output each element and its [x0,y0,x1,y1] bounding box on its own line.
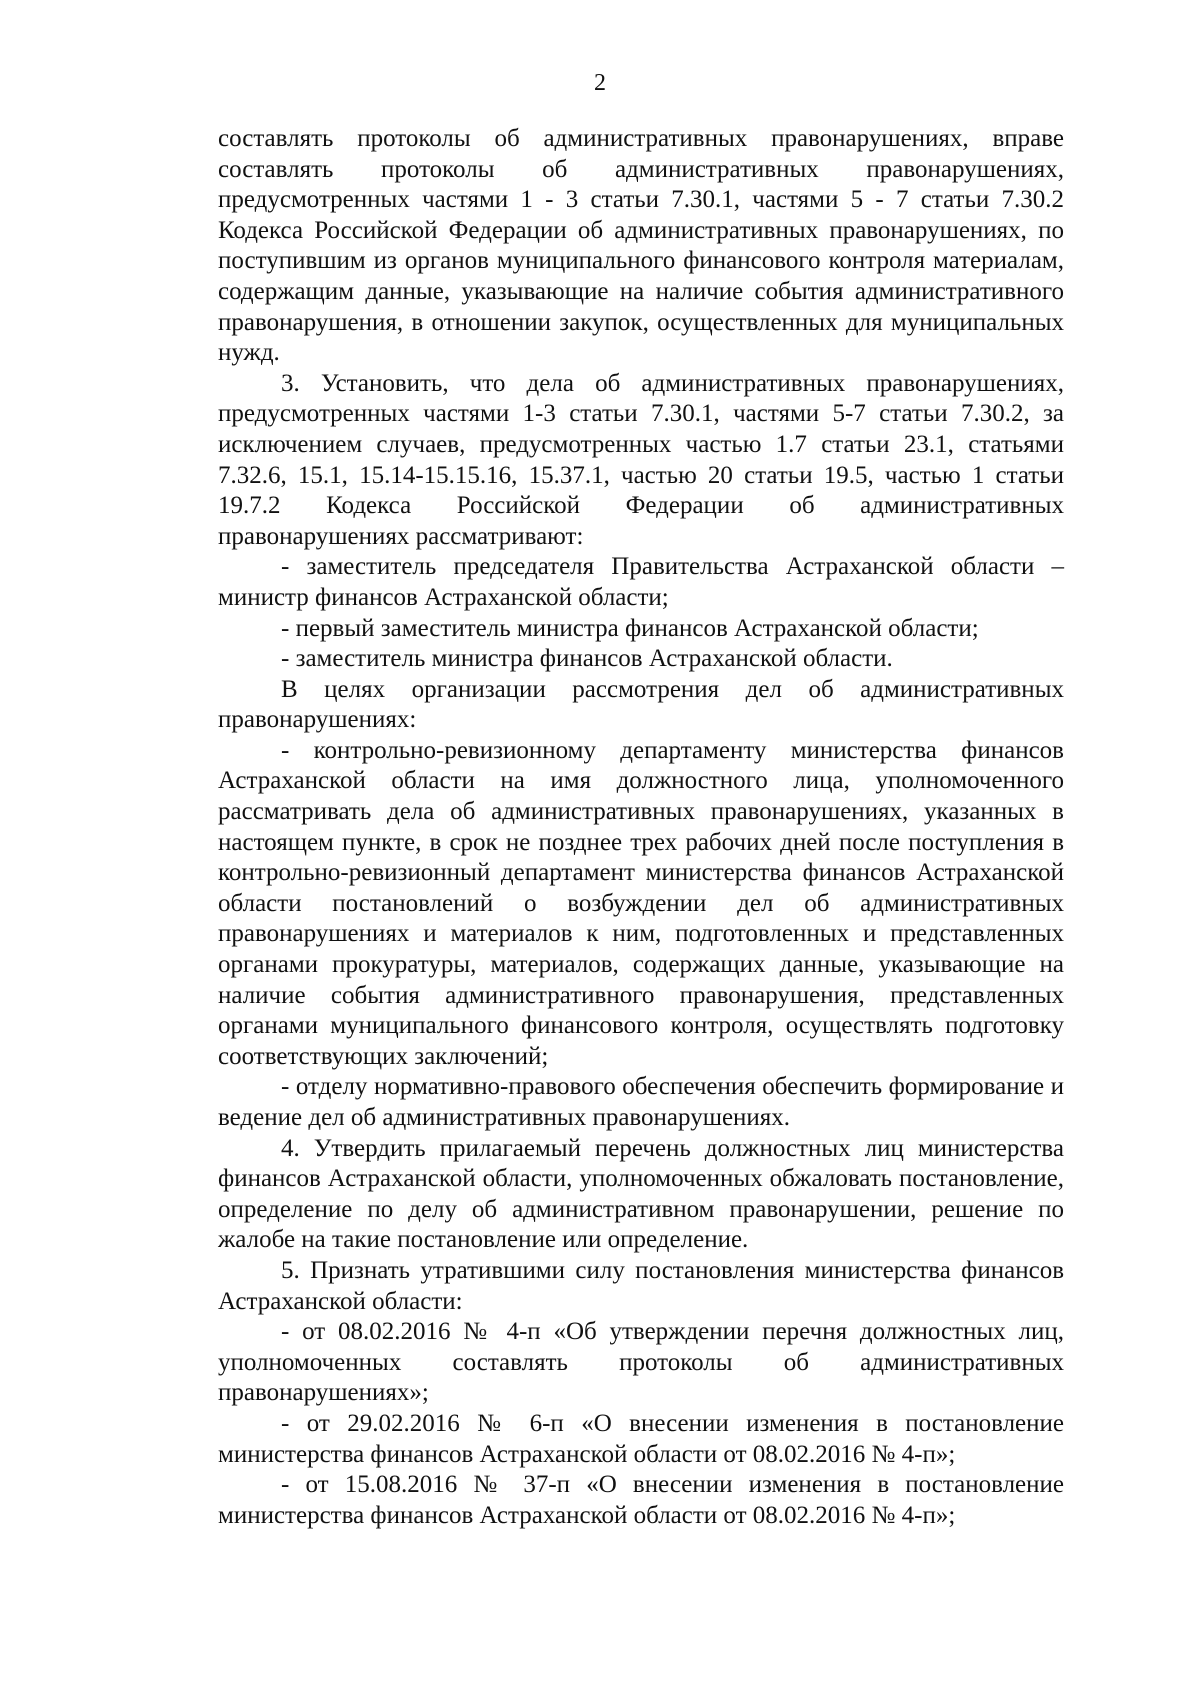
list-item-first-deputy: - первый заместитель министра финансов Астраханской области; [281,614,979,642]
list-item-legal-department: - отделу нормативно-правового обеспечения обеспечить формирование и ведение дел об административных правонарушениях. [218,1073,1064,1131]
paragraph-item-4: 4. Утвердить прилагаемый перечень должностных лиц министерства финансов Астраханской области, уполномоченных обжаловать постановление, определение по делу об административном правонарушении, решение по жалобе на такие постановление или определение. [218,1134,1064,1254]
list-item-repeal-4p: - от 08.02.2016 № 4-п «Об утверждении перечня должностных лиц, уполномоченных составлять протоколы об административных правонарушениях»; [218,1318,1064,1407]
paragraph-organization: В целях организации рассмотрения дел об административных правонарушениях: [218,675,1064,734]
paragraph-item-3: 3. Установить, что дела об административных правонарушениях, предусмотренных частями 1-3 статьи 7.30.1, частями 5-7 статьи 7.30.2, за исключением случаев, предусмотренных частью 1.7 статьи 23.1, статьями 7.32.6, 15.1, 15.14-15.15.16, 15.37.1, частью 20 статьи 19.5, частью 1 статьи 19.7.2 Кодекса Российской Федерации об административных правонарушениях рассматривают: [218,369,1064,550]
paragraph-item-5: 5. Признать утратившими силу постановления министерства финансов Астраханской области: [218,1256,1064,1315]
page-number: 2 [594,70,606,96]
paragraph-continuation: составлять протоколы об административных правонарушениях, вправе составлять протоколы об административных правонарушениях, предусмотренных частями 1 - 3 статьи 7.30.1, частями 5 - 7 статьи 7.30.2 Кодекса Российской Федерации об административных правонарушениях, по поступившим из органов муниципального финансового контроля материалам, содержащим данные, указывающие на наличие события административного правонарушения, в отношении закупок, осуществленных для муниципальных нужд. [218,125,1064,367]
list-item-deputy-minister: - заместитель министра финансов Астраханской области. [281,645,893,673]
list-item-repeal-37p: - от 15.08.2016 № 37-п «О внесении изменения в постановление министерства финансов Астраханской области от 08.02.2016 № 4-п»; [218,1471,1064,1529]
list-item-deputy-chairman: - заместитель председателя Правительства Астраханской области – министр финансов Астраханской области; [218,553,1064,611]
list-item-audit-department: - контрольно-ревизионному департаменту министерства финансов Астраханской области на имя должностного лица, уполномоченного рассматривать дела об административных правонарушениях, указанных в настоящем пункте, в срок не позднее трех рабочих дней после поступления в контрольно-ревизионный департамент министерства финансов Астраханской области постановлений о возбуждении дел об административных правонарушениях и материалов к ним, подготовленных и представленных органами прокуратуры, материалов, содержащих данные, указывающие на наличие события административного правонарушения, представленных органами муниципального финансового контроля, осуществлять подготовку соответствующих заключений; [218,736,1064,1070]
list-item-repeal-6p: - от 29.02.2016 № 6-п «О внесении изменения в постановление министерства финансов Астраханской области от 08.02.2016 № 4-п»; [218,1409,1064,1468]
document-body [218,124,1064,1531]
